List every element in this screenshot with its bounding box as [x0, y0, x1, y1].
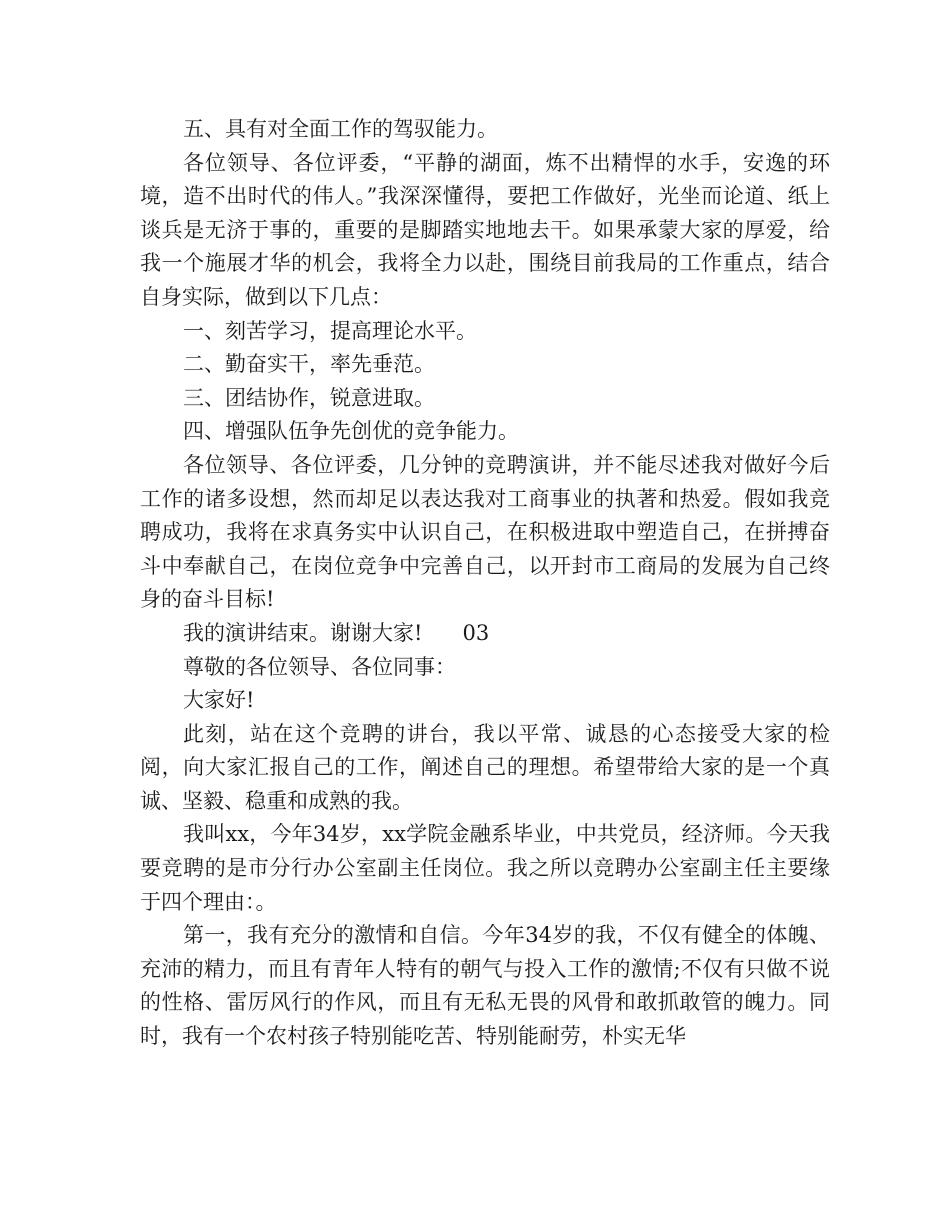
- paragraph: 三、团结协作，锐意进取。: [183, 385, 435, 410]
- closing-line: [140, 617, 830, 651]
- paragraph: 一、刻苦学习，提高理论水平。: [183, 318, 477, 343]
- paragraph: 五、具有对全面工作的驾驭能力。: [183, 117, 498, 141]
- paragraph: 各位领导、各位评委，几分钟的竞聘演讲，并不能尽述我对做好今后工作的诸多设想，然而却足以表达我对工商事业的执著和热爱。假如我竞聘成功，我将在求真务实中认识自己，在积极进取中塑造自己，在拼搏奋斗中奉献自己，在岗位竞争中完善自己，以开封市工商局的发展为自己终身的奋斗目标!: [140, 452, 830, 612]
- paragraph: 二、勤奋实干，率先垂范。: [183, 352, 435, 377]
- greeting: 大家好!: [183, 688, 255, 713]
- paragraph: 四、增强队伍争先创优的竞争能力。: [183, 419, 519, 444]
- section-number: 03: [462, 620, 490, 645]
- salutation: 尊敬的各位领导、各位同事：: [183, 654, 456, 679]
- paragraph: 此刻，站在这个竞聘的讲台，我以平常、诚恳的心态接受大家的检阅，向大家汇报自己的工作，阐述自己的理想。希望带给大家的是一个真诚、坚毅、稳重和成熟的我。: [140, 721, 830, 813]
- paragraph: 我叫xx，今年34岁，xx学院金融系毕业，中共党员，经济师。今天我要竞聘的是市分行办公室副主任岗位。我之所以竞聘办公室副主任主要缘于四个理由：。: [140, 822, 830, 914]
- paragraph: 第一，我有充分的激情和自信。今年34岁的我，不仅有健全的体魄、充沛的精力，而且有青年人特有的朝气与投入工作的激情;不仅有只做不说的性格、雷厉风行的作风，而且有无私无畏的风骨和敢抓敢管的魄力。同时，我有一个农村孩子特别能吃苦、特别能耐劳，朴实无华: [140, 923, 830, 1049]
- closing-text: 我的演讲结束。谢谢大家!: [183, 620, 423, 645]
- paragraph: 各位领导、各位评委，“平静的湖面，炼不出精悍的水手，安逸的环境，造不出时代的伟人。”我深深懂得，要把工作做好，光坐而论道、纸上谈兵是无济于事的，重要的是脚踏实地地去干。如果承蒙大家的厚爱，给我一个施展才华的机会，我将全力以赴，围绕目前我局的工作重点，结合自身实际，做到以下几点：: [140, 150, 830, 309]
- document-body: [140, 113, 830, 1054]
